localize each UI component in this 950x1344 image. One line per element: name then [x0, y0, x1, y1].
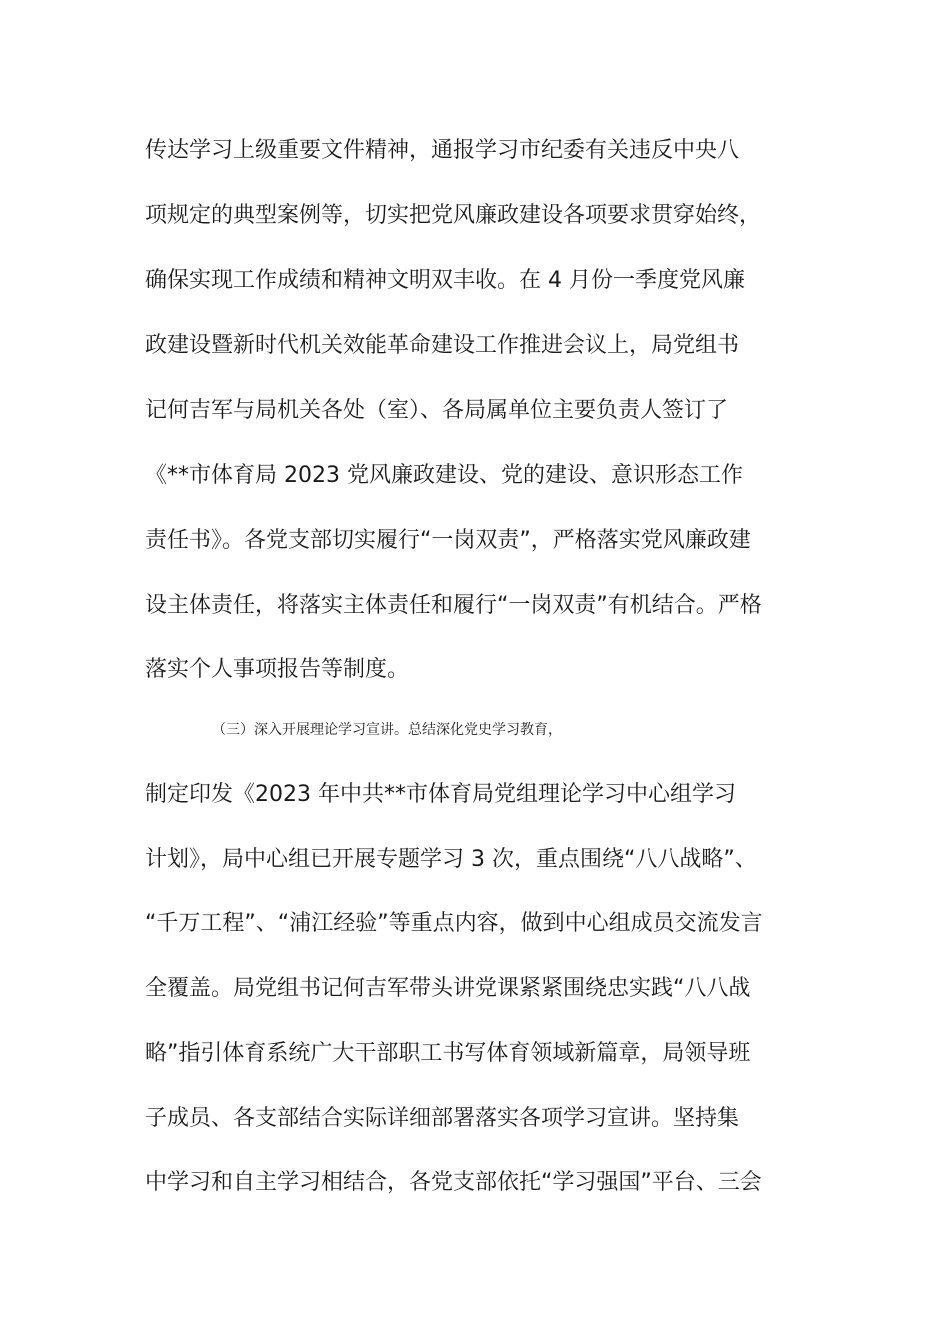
text-line: 项规定的典型案例等，切实把党风廉政建设各项要求贯穿始终，: [145, 203, 762, 228]
text-line: “千万工程”、“浦江经验”等重点内容，做到中心组成员交流发言: [145, 911, 763, 936]
text-line: 落实个人事项报告等制度。: [145, 657, 410, 682]
text-line: 确保实现工作成绩和精神文明双丰收。在 4 月份一季度党风廉: [145, 268, 745, 293]
text-line: 子成员、各支部结合实际详细部署落实各项学习宣讲。坚持集: [145, 1106, 740, 1131]
text-line: 传达学习上级重要文件精神，通报学习市纪委有关违反中央八: [145, 138, 740, 163]
text-line: 略”指引体育系统广大干部职工书写体育领域新篇章，局领导班: [145, 1041, 751, 1066]
text-line: 政建设暨新时代机关效能革命建设工作推进会议上，局党组书: [145, 333, 740, 358]
text-line: 计划》，局中心组已开展专题学习 3 次，重点围绕“八八战略”、: [145, 847, 757, 872]
text-line: 设主体责任，将落实主体责任和履行“一岗双责”有机结合。严格: [145, 593, 762, 618]
text-line: 中学习和自主学习相结合，各党支部依托“学习强国”平台、三会: [145, 1170, 762, 1195]
text-line: 《**市体育局 2023 党风廉政建设、党的建设、意识形态工作: [145, 463, 743, 488]
text-line: 记何吉军与局机关各处（室）、各局属单位主要负责人签订了: [145, 398, 729, 423]
text-line: 制定印发《2023 年中共**市体育局党组理论学习中心组学习: [145, 782, 736, 807]
text-line: 全覆盖。局党组书记何吉军带头讲党课紧紧围绕忠实践“八八战: [145, 976, 751, 1001]
section-heading-line: （三）深入开展理论学习宣讲。总结深化党史学习教育，: [212, 722, 562, 738]
text-line: 责任书》。各党支部切实履行“一岗双责”，严格落实党风廉政建: [145, 528, 751, 553]
